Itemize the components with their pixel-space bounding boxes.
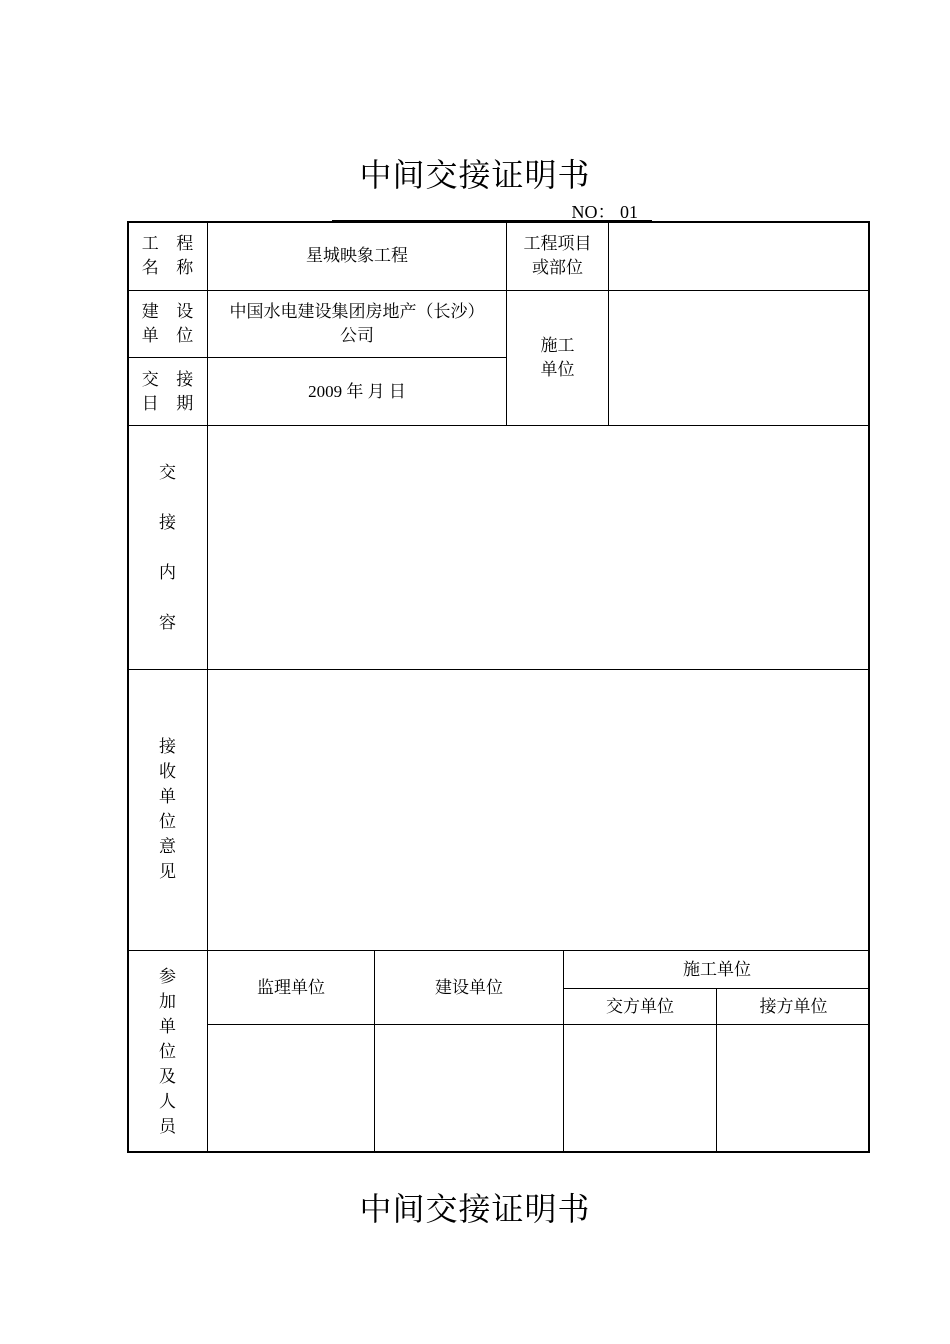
supervision-signature-cell[interactable] xyxy=(207,1024,374,1153)
receiving-party-signature-cell[interactable] xyxy=(716,1024,870,1153)
handover-content-area[interactable] xyxy=(207,425,870,669)
project-name-value: 星城映象工程 xyxy=(207,221,506,290)
build-unit-header: 建设单位 xyxy=(374,950,563,1024)
project-name-label: 工 程 名 称 xyxy=(127,221,207,290)
participants-label: 参 加 单 位 及 人 员 xyxy=(127,950,207,1153)
construction-unit-value[interactable] xyxy=(608,290,870,425)
handover-party-header: 交方单位 xyxy=(563,988,716,1024)
page-title: 中间交接证明书 xyxy=(359,156,591,194)
receiver-opinion-label: 接 收 单 位 意 见 xyxy=(127,669,207,950)
supervision-unit-header: 监理单位 xyxy=(207,950,374,1024)
build-signature-cell[interactable] xyxy=(374,1024,563,1153)
handover-party-signature-cell[interactable] xyxy=(563,1024,716,1153)
construction-unit-header: 施工单位 xyxy=(563,950,870,988)
handover-content-label: 交 接 内 容 xyxy=(127,425,207,669)
construction-unit-label: 施工 单位 xyxy=(506,290,608,425)
project-item-label: 工程项目 或部位 xyxy=(506,221,608,290)
handover-date-value: 2009 年 月 日 xyxy=(207,357,506,425)
build-unit-value: 中国水电建设集团房地产（长沙） 公司 xyxy=(207,290,506,357)
receiving-party-header: 接方单位 xyxy=(716,988,870,1024)
document-number: NO： 01 xyxy=(332,198,652,221)
handover-date-label: 交 接 日 期 xyxy=(127,357,207,425)
build-unit-label: 建 设 单 位 xyxy=(127,290,207,357)
receiver-opinion-area[interactable] xyxy=(207,669,870,950)
project-item-value[interactable] xyxy=(608,221,870,290)
page-title-repeat: 中间交接证明书 xyxy=(359,1190,591,1228)
